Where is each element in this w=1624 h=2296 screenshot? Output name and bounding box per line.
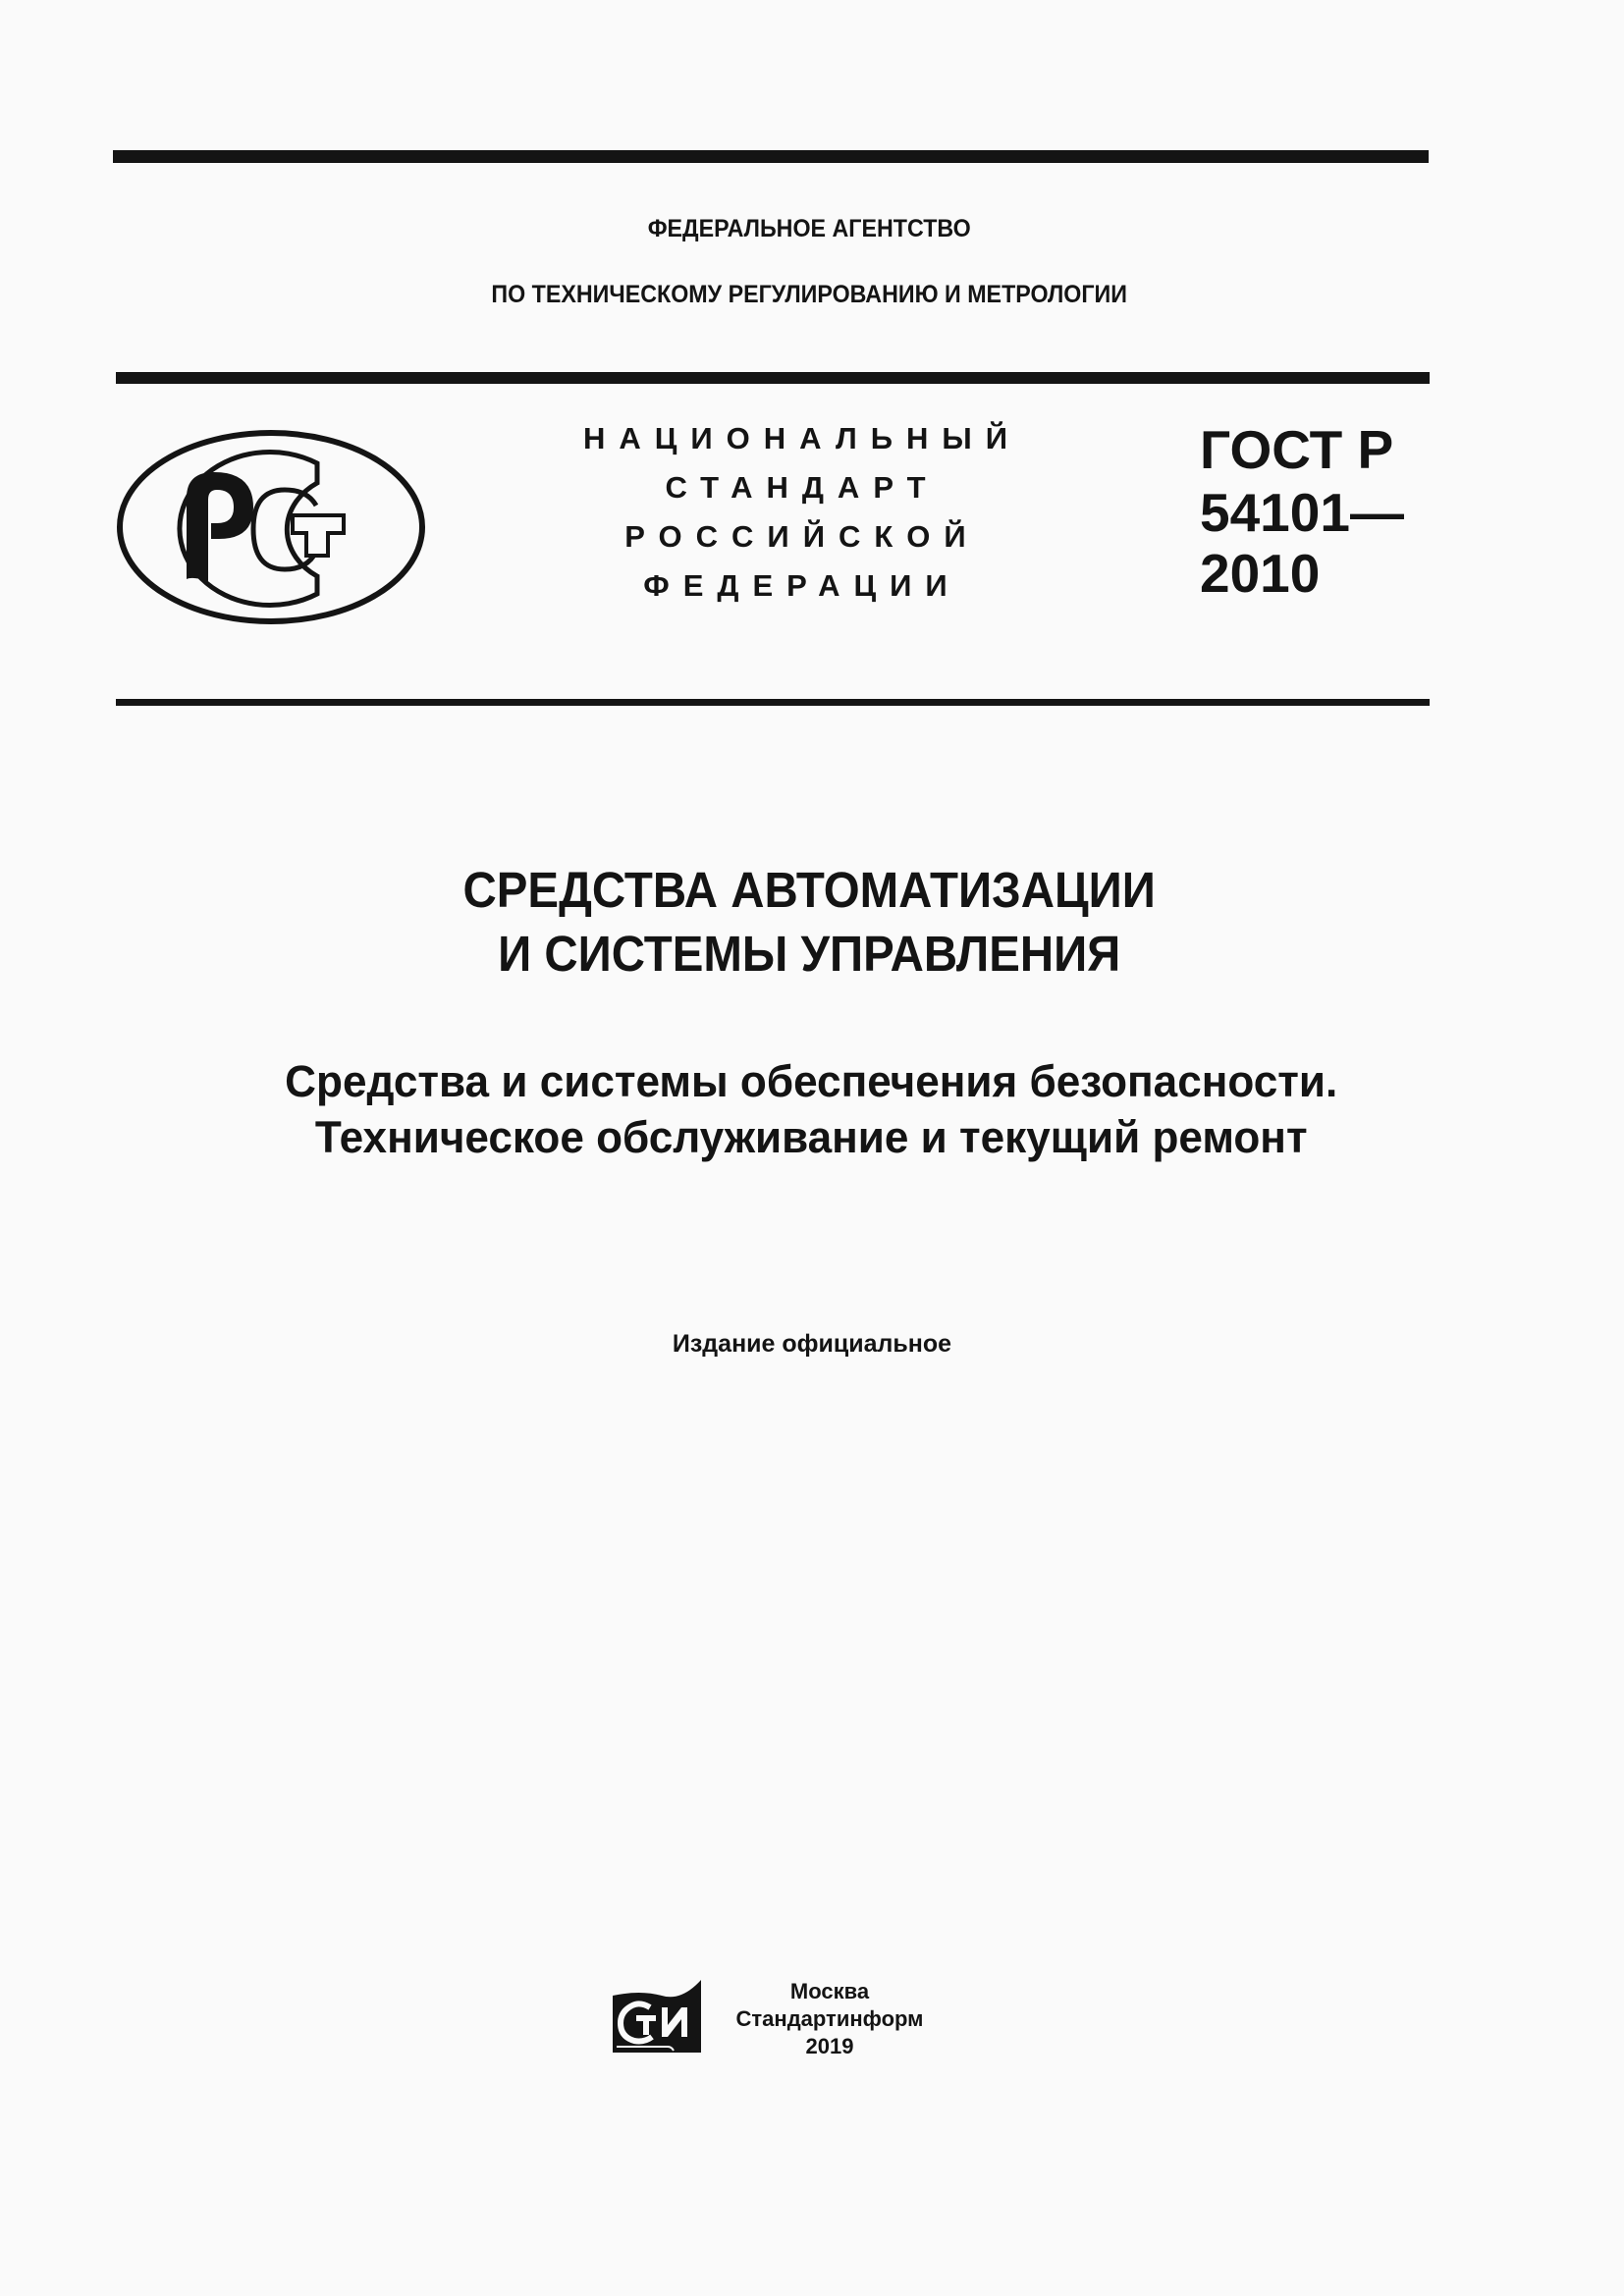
- publisher-logo-icon: [611, 1978, 703, 2055]
- standard-designation-line1: ГОСТ Р: [1200, 419, 1394, 480]
- document-title-line2: И СИСТЕМЫ УПРАВЛЕНИЯ: [498, 926, 1121, 982]
- standard-designation-line3: 2010: [1200, 543, 1321, 604]
- publication-year: 2019: [805, 2034, 854, 2058]
- gost-r-logo-icon: [116, 429, 426, 625]
- agency-name-line2: ПО ТЕХНИЧЕСКОМУ РЕГУЛИРОВАНИЮ И МЕТРОЛОГИИ: [491, 281, 1127, 308]
- top-rule: [113, 150, 1429, 163]
- document-subtitle-line2: Техническое обслуживание и текущий ремонт: [314, 1112, 1308, 1162]
- document-subtitle-line1: Средства и системы обеспечения безопасности.: [285, 1056, 1338, 1106]
- header-rule: [116, 372, 1430, 384]
- publisher-city: Москва: [789, 1979, 870, 2003]
- publisher-name: Стандартинформ: [735, 2006, 924, 2031]
- document-title-line1: СРЕДСТВА АВТОМАТИЗАЦИИ: [462, 862, 1156, 918]
- agency-name-line1: ФЕДЕРАЛЬНОЕ АГЕНТСТВО: [647, 215, 971, 242]
- edition-label: Издание официальное: [672, 1330, 952, 1358]
- standard-designation-line2: 54101—: [1200, 482, 1404, 543]
- national-standard-line2: СТАНДАРТ: [665, 470, 940, 505]
- national-standard-line3: РОССИЙСКОЙ: [624, 519, 980, 554]
- national-standard-line1: НАЦИОНАЛЬНЫЙ: [582, 421, 1022, 455]
- block-rule: [116, 699, 1430, 706]
- national-standard-line4: ФЕДЕРАЦИИ: [643, 568, 961, 603]
